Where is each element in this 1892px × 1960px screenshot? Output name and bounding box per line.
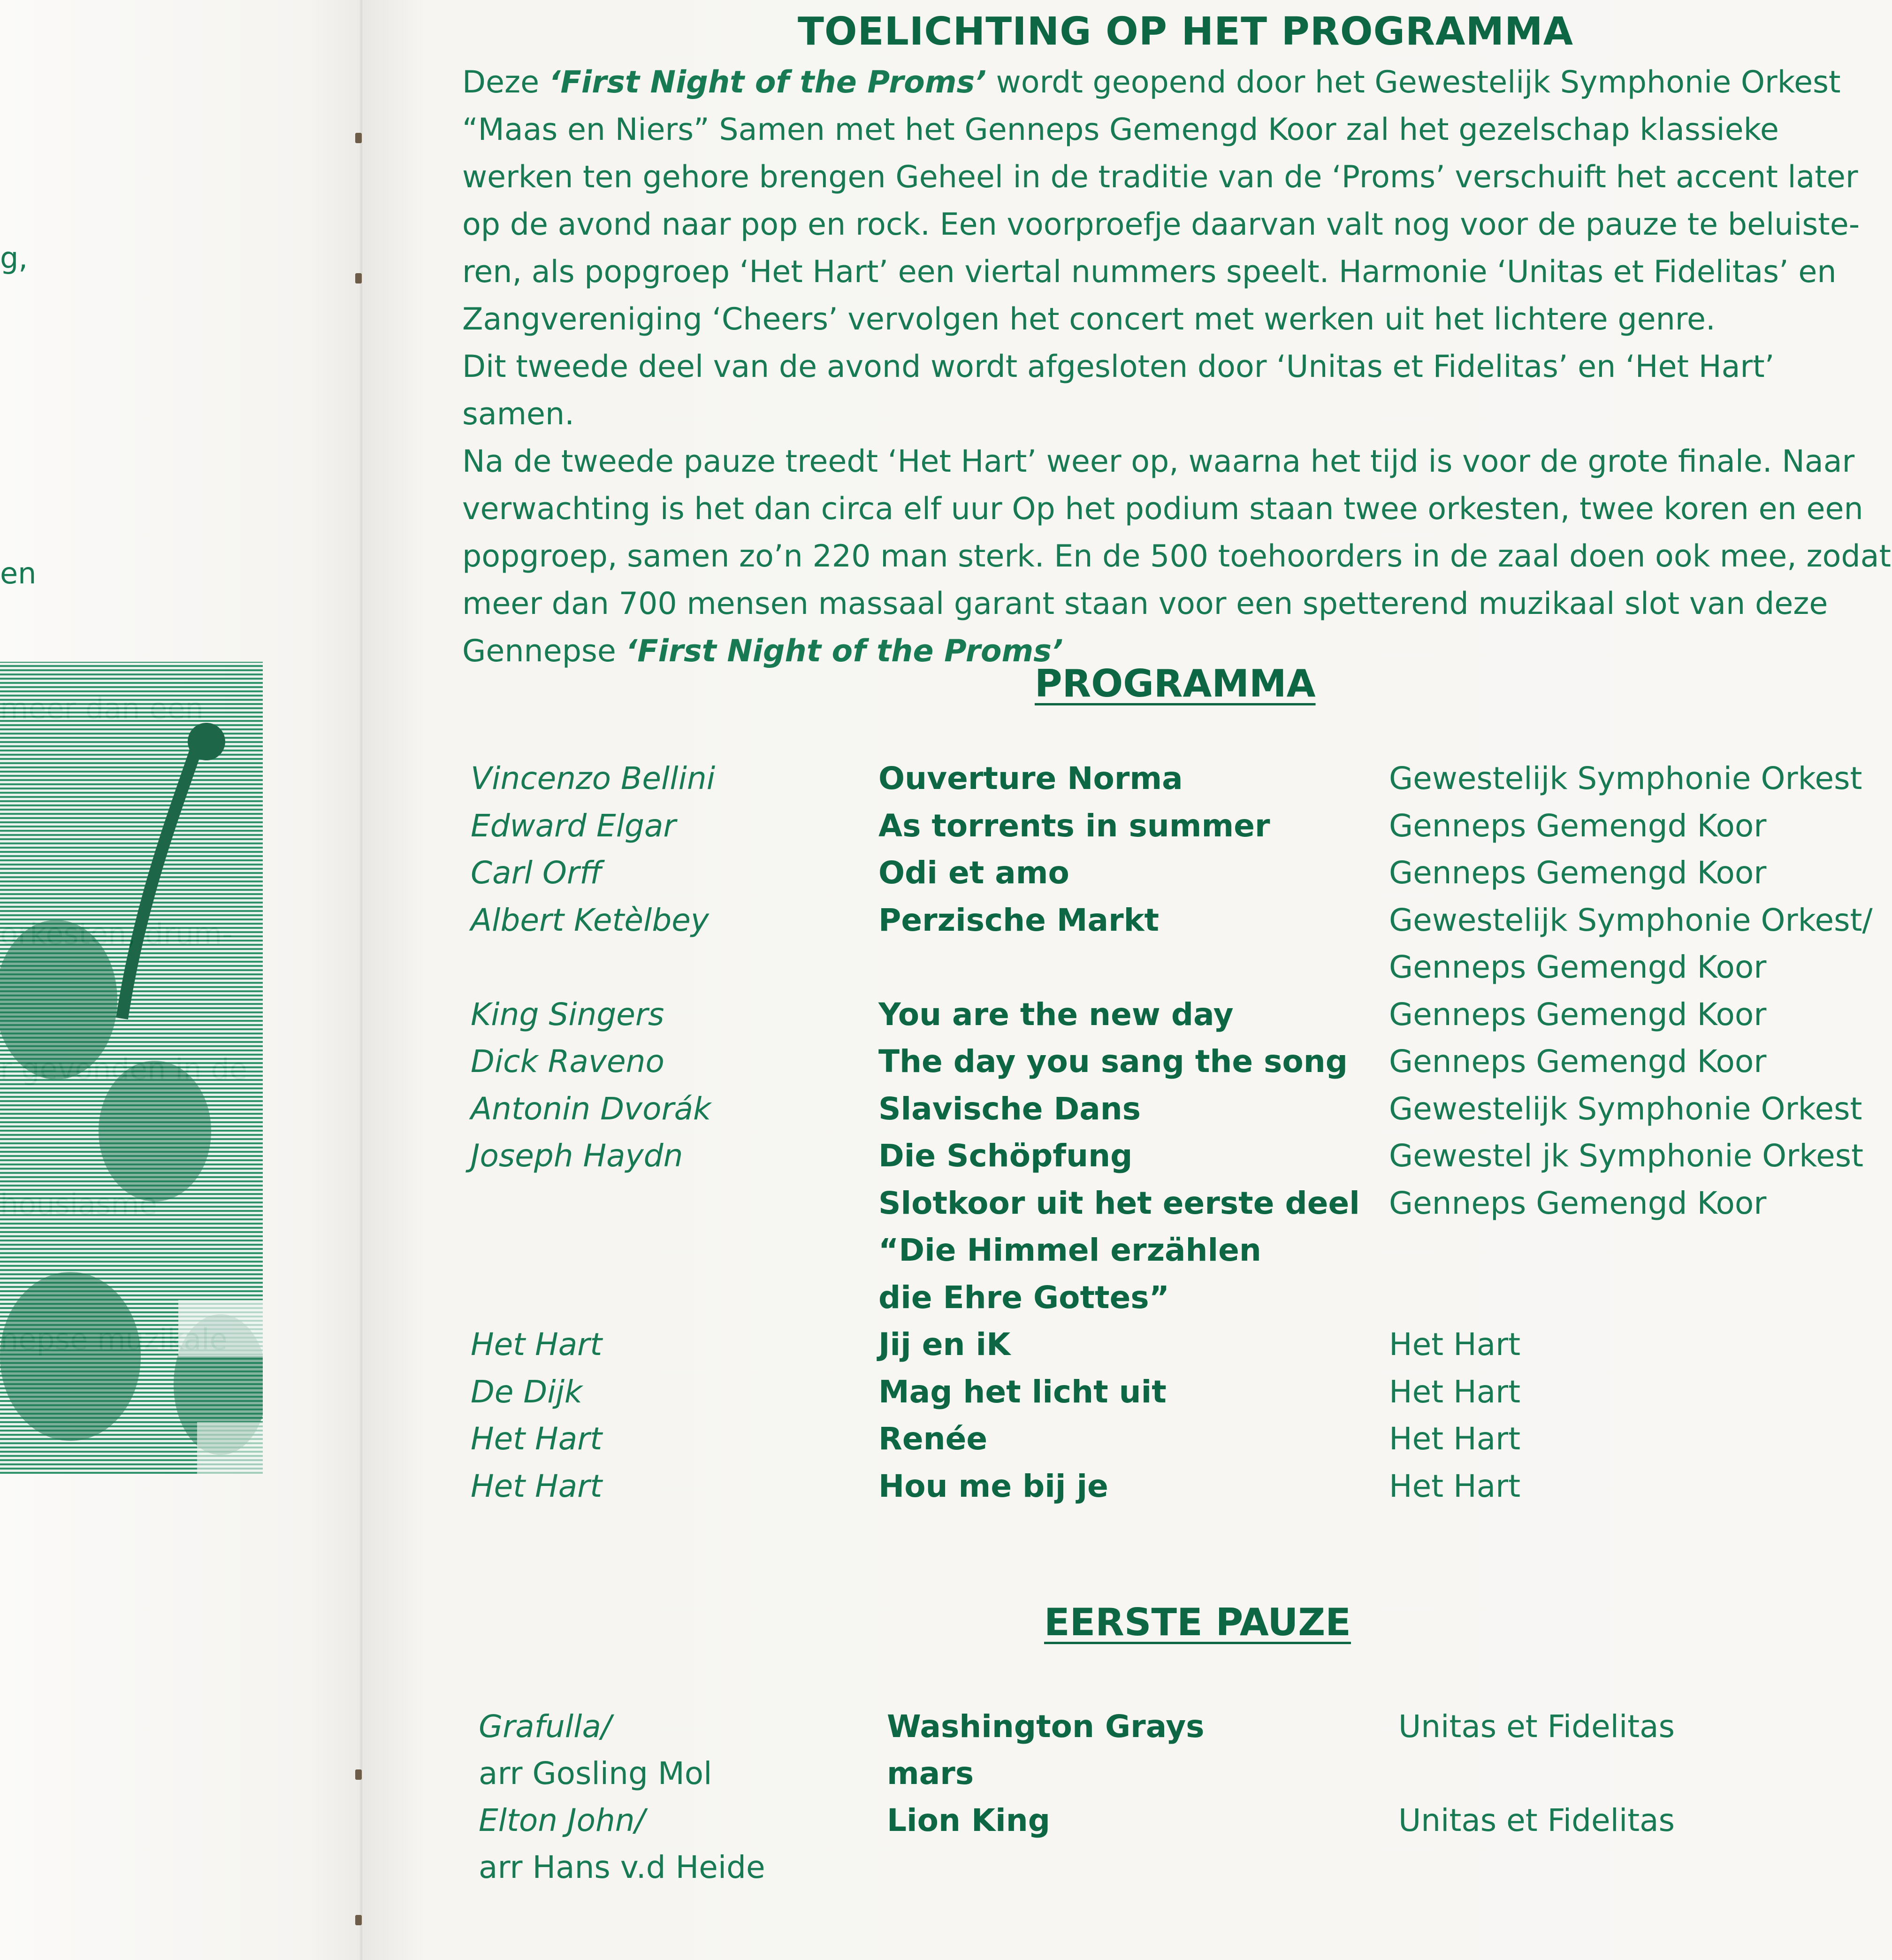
work-cell: Renée [878, 1421, 988, 1457]
performer-cell: Het Hart [1389, 1373, 1521, 1410]
program-row [0, 1421, 1892, 1468]
intro-line: Na de tweede pauze treedt ‘Het Hart’ weer op, waarna het tijd is voor de grote finale. Naar [462, 444, 1855, 479]
performer-cell: Unitas et Fidelitas [1398, 1802, 1675, 1838]
event-name: ‘First Night of the Proms’ [549, 65, 986, 100]
intro-text: wordt geopend door het Gewestelijk Symphonie Orkest [986, 65, 1841, 100]
work-cell: Washington Grays [887, 1708, 1205, 1745]
performer-cell: Unitas et Fidelitas [1398, 1708, 1675, 1745]
work-cell: Odi et amo [878, 855, 1069, 891]
composer-cell: King Singers [471, 996, 664, 1033]
work-cell: You are the new day [878, 996, 1234, 1033]
work-cell: mars [887, 1755, 974, 1792]
program-row [0, 1185, 1892, 1232]
performer-cell: Gewestelijk Symphonie Orkest [1389, 1090, 1862, 1127]
intro-text: Gennepse [462, 634, 626, 669]
performer-cell: Genneps Gemengd Koor [1389, 949, 1767, 985]
program-row [0, 1091, 1892, 1138]
composer-cell: arr Gosling Mol [479, 1755, 712, 1792]
performer-cell: Gewestelijk Symphonie Orkest/ [1389, 902, 1873, 938]
work-cell: Slavische Dans [878, 1090, 1141, 1127]
composer-cell: Grafulla/ [479, 1708, 612, 1745]
work-cell: Jij en iK [878, 1326, 1011, 1363]
intro-line: Dit tweede deel van de avond wordt afgesloten door ‘Unitas et Fidelitas’ en ‘Het Hart’ [462, 349, 1775, 384]
program-row [0, 1849, 1892, 1896]
program-row [0, 1043, 1892, 1090]
intro-line: “Maas en Niers” Samen met het Genneps Gemengd Koor zal het gezelschap klassieke [462, 112, 1779, 147]
staple-mark [355, 273, 362, 283]
program-row [0, 1374, 1892, 1421]
work-cell: Perzische Markt [878, 902, 1160, 938]
composer-cell: arr Hans v.d Heide [479, 1849, 765, 1885]
toelichting-paragraph [462, 59, 1891, 675]
program-row [0, 1326, 1892, 1373]
performer-cell: Genneps Gemengd Koor [1389, 807, 1767, 844]
composer-cell: Het Hart [471, 1326, 603, 1363]
intro-line: Zangvereniging ‘Cheers’ vervolgen het concert met werken uit het lichtere genre. [462, 302, 1716, 337]
program-row [0, 996, 1892, 1043]
composer-cell: Dick Raveno [471, 1043, 664, 1080]
intro-line: werken ten gehore brengen Geheel in de traditie van de ‘Proms’ verschuift het accent later [462, 160, 1858, 195]
intro-line: ren, als popgroep ‘Het Hart’ een viertal nummers speelt. Harmonie ‘Unitas et Fidelitas’ en [462, 254, 1837, 290]
work-cell: Lion King [887, 1802, 1050, 1838]
event-name: ‘First Night of the Proms’ [626, 634, 1063, 669]
composer-cell: Albert Ketèlbey [471, 902, 709, 938]
work-cell: Mag het licht uit [878, 1373, 1167, 1410]
composer-cell: Edward Elgar [471, 807, 676, 844]
program-row [0, 855, 1892, 902]
performer-cell: Het Hart [1389, 1421, 1521, 1457]
work-cell: “Die Himmel erzählen [878, 1232, 1261, 1268]
program-row [0, 808, 1892, 855]
program-row [0, 760, 1892, 807]
intro-line: verwachting is het dan circa elf uur Op het podium staan twee orkesten, twee koren en een [462, 491, 1863, 527]
left-fragment-line: en [0, 556, 37, 590]
program-row [0, 1468, 1892, 1515]
performer-cell: Gewestelijk Symphonie Orkest [1389, 760, 1862, 796]
performer-cell: Genneps Gemengd Koor [1389, 1043, 1767, 1080]
work-cell: The day you sang the song [878, 1043, 1348, 1080]
intro-line [462, 59, 1870, 106]
program-row [0, 949, 1892, 996]
composer-cell: Carl Orff [471, 855, 602, 891]
performer-cell: Genneps Gemengd Koor [1389, 1185, 1767, 1221]
program-row [0, 1232, 1892, 1279]
intro-line: op de avond naar pop en rock. Een voorproefje daarvan valt nog voor de pauze te beluiste- [462, 207, 1860, 242]
composer-cell: De Dijk [471, 1373, 583, 1410]
toelichting-title: TOELICHTING OP HET PROGRAMMA [798, 9, 1574, 54]
intro-text: Deze [462, 65, 549, 100]
program-row [0, 1755, 1892, 1802]
composer-cell: Antonin Dvorák [471, 1090, 711, 1127]
programma-heading: PROGRAMMA [1035, 662, 1316, 705]
program-row [0, 902, 1892, 949]
program-row [0, 1802, 1892, 1849]
performer-cell: Het Hart [1389, 1468, 1521, 1504]
work-cell: Die Schöpfung [878, 1138, 1133, 1174]
program-row [0, 1708, 1892, 1755]
intro-line: meer dan 700 mensen massaal garant staan voor een spetterend muzikaal slot van deze [462, 586, 1828, 621]
left-fragment-line: g, [0, 241, 28, 275]
program-row [0, 1279, 1892, 1326]
intro-line: samen. [462, 397, 574, 432]
work-cell: die Ehre Gottes” [878, 1279, 1170, 1316]
intro-line: popgroep, samen zo’n 220 man sterk. En de 500 toehoorders in de zaal doen ook mee, zodat [462, 539, 1891, 574]
composer-cell: Vincenzo Bellini [471, 760, 716, 796]
work-cell: Ouverture Norma [878, 760, 1183, 796]
performer-cell: Gewestel jk Symphonie Orkest [1389, 1138, 1863, 1174]
work-cell: Hou me bij je [878, 1468, 1108, 1504]
composer-cell: Het Hart [471, 1421, 603, 1457]
composer-cell: Elton John/ [479, 1802, 645, 1838]
work-cell: Slotkoor uit het eerste deel [878, 1185, 1360, 1221]
composer-cell: Het Hart [471, 1468, 603, 1504]
staple-mark [355, 1915, 362, 1925]
composer-cell: Joseph Haydn [471, 1138, 683, 1174]
performer-cell: Genneps Gemengd Koor [1389, 855, 1767, 891]
staple-mark [355, 133, 362, 143]
eerste-pauze-heading: EERSTE PAUZE [1044, 1600, 1351, 1644]
performer-cell: Het Hart [1389, 1326, 1521, 1363]
performer-cell: Genneps Gemengd Koor [1389, 996, 1767, 1033]
program-row [0, 1138, 1892, 1185]
work-cell: As torrents in summer [878, 807, 1270, 844]
